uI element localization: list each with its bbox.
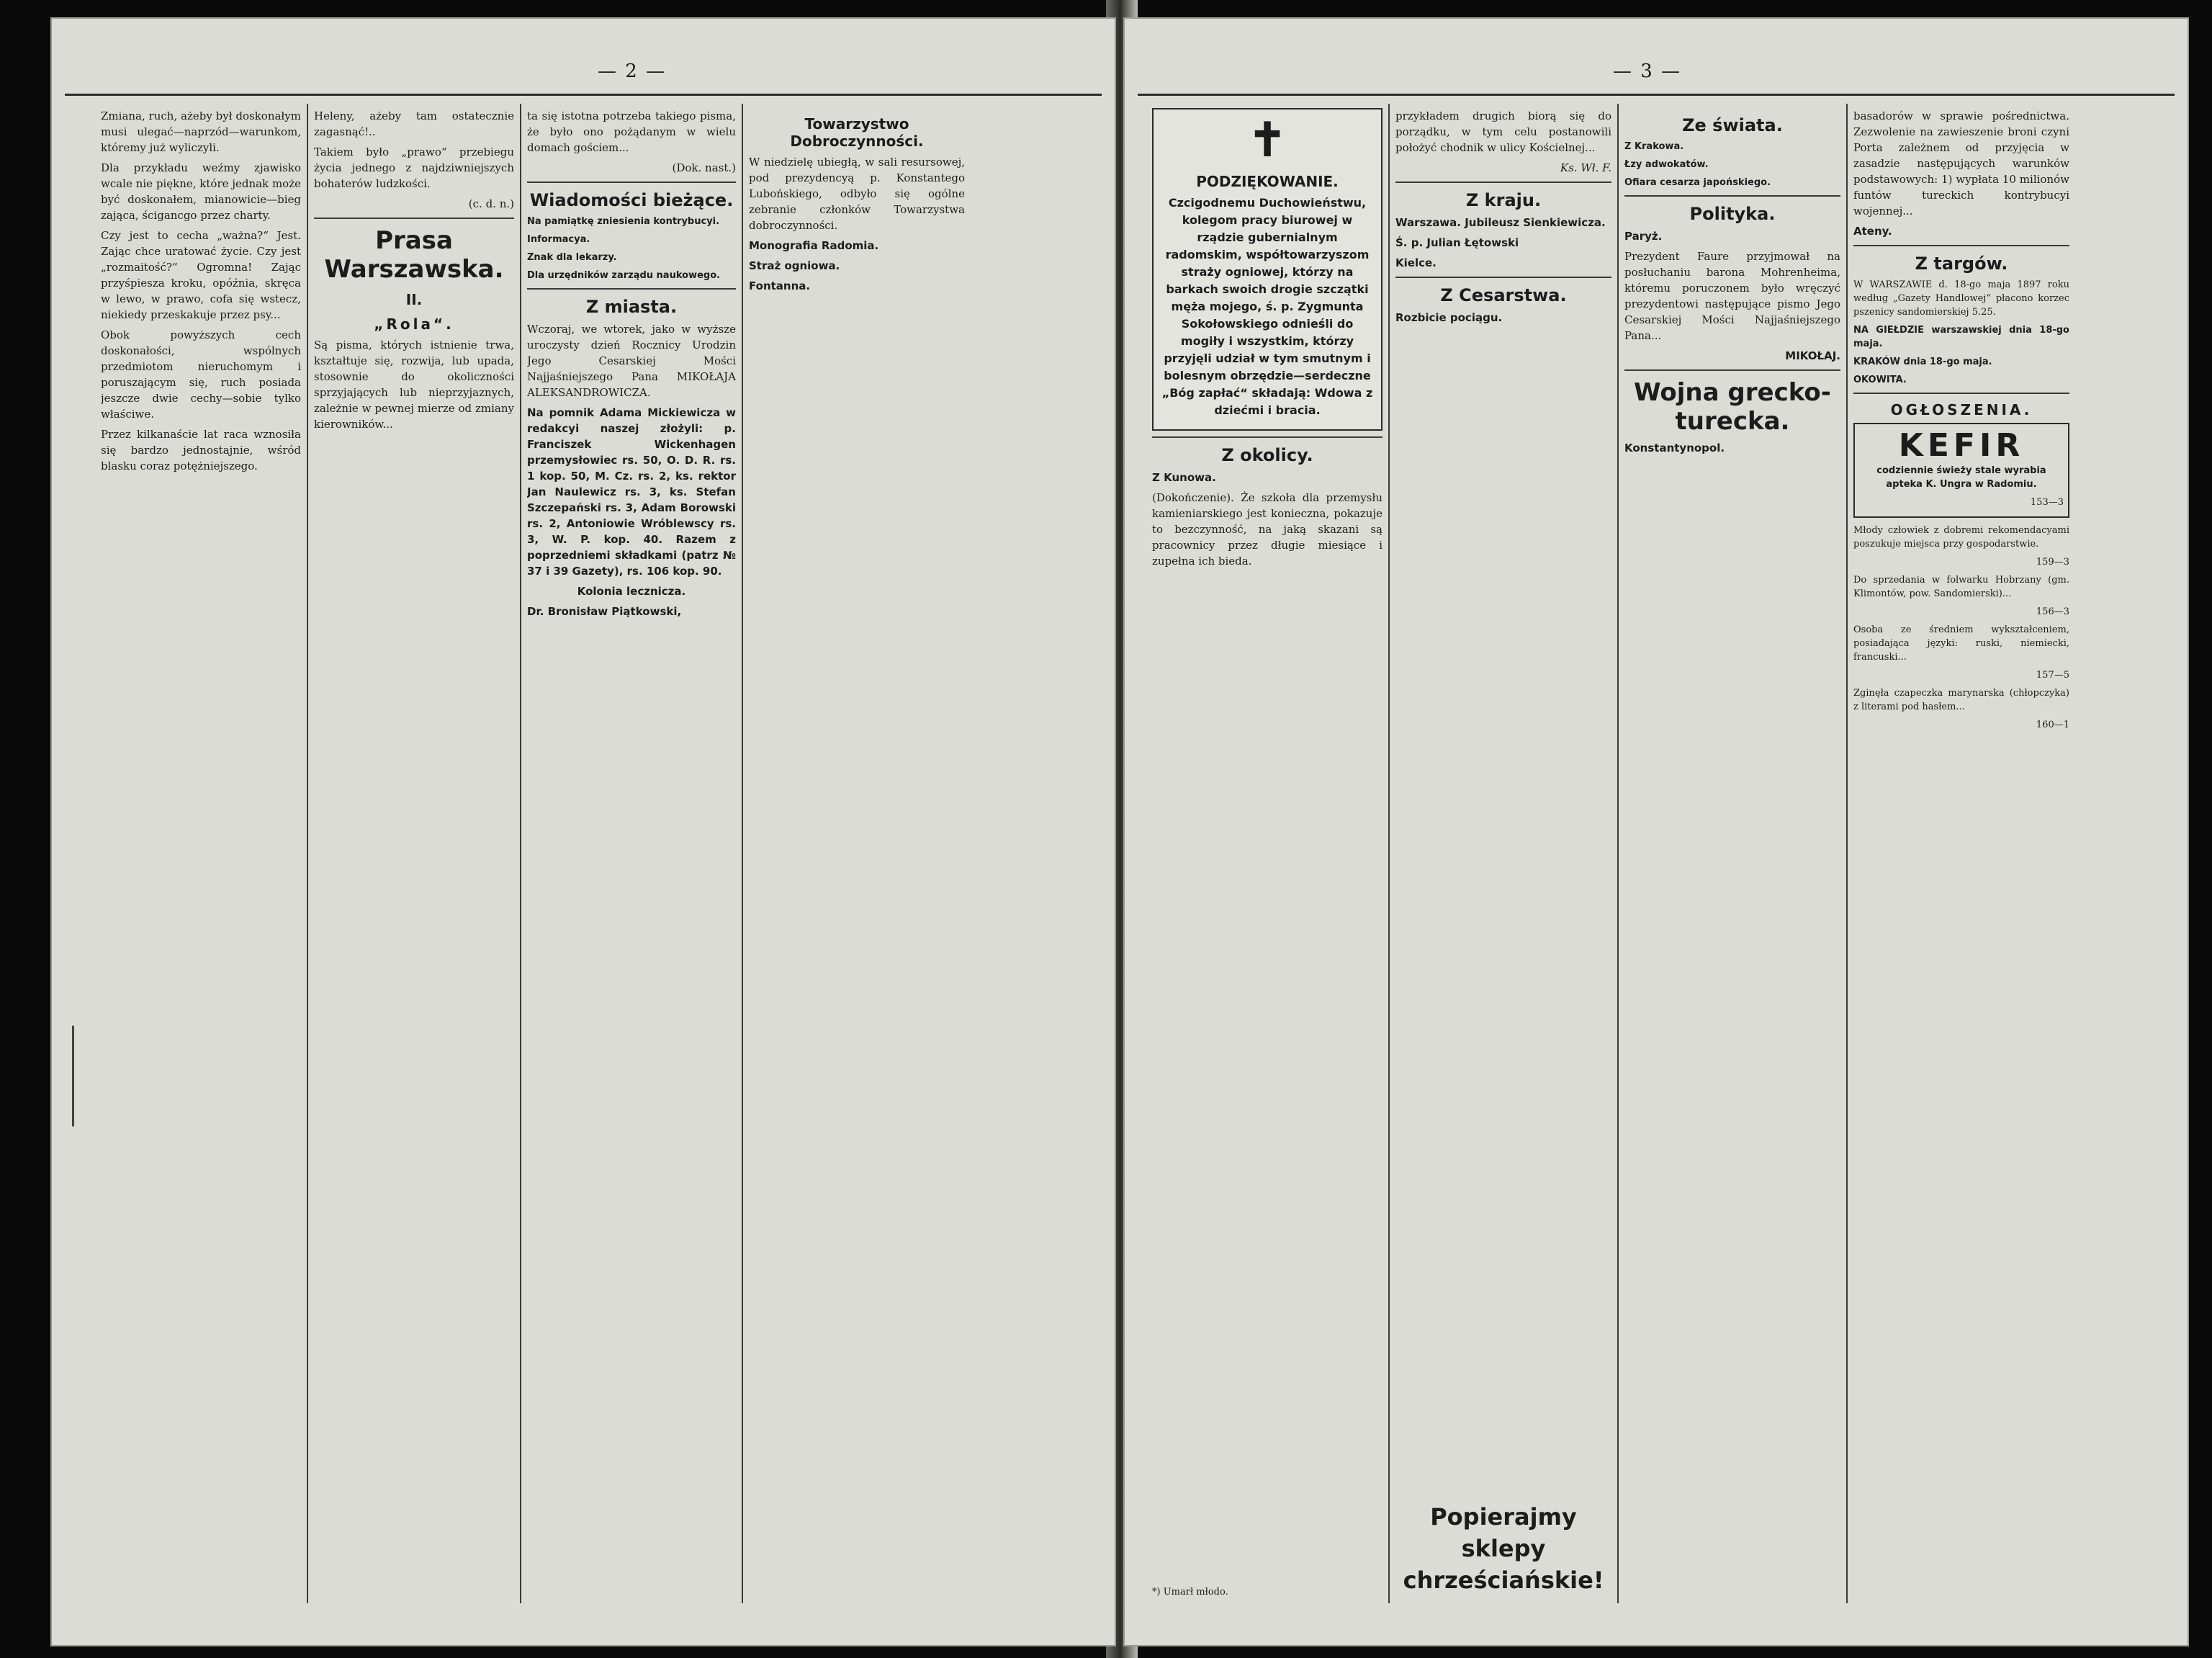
- news-item-lead: Ofiara cesarza japońskiego.: [1624, 177, 1771, 188]
- advert-text: Zginęła czapeczka marynarska (chłopczyka) z literami pod hasłem...: [1853, 688, 2069, 712]
- paragraph: Czy jest to cecha „ważna?“ Jest. Zając chce uratować życie. Czy jest „rozmaitość?“ Ogromna! Zając przyśpiesza kroku, opóźnia, skręca w lewo, w prawo, cofa się wstecz, niekiedy przeskakuje przez psy...: [101, 229, 301, 321]
- kefir-advert-title: KEFIR: [1898, 427, 2025, 464]
- advert-number: 156—3: [2036, 606, 2069, 617]
- market-lead: KRAKÓW dnia 18-go maja.: [1853, 357, 1992, 367]
- column-2: [1395, 108, 1611, 1603]
- paragraph: basadorów w sprawie pośrednictwa. Zezwolenie na zawieszenie broni czyni Porta zależnem od przyjęcia w zasadzie następujących warunków podstawowych: 1) wypłata 10 milionów funtów tureckich kontrybucyi wojennej...: [1853, 109, 2069, 218]
- paragraph: Dla przykładu weźmy zjawisko wcale nie piękne, które jednak może być doskonałem, mianowicie—bieg zająca, ścigancgo przez charty.: [101, 161, 301, 222]
- separator: [527, 182, 736, 183]
- section-subtitle: „Rola“.: [374, 315, 454, 333]
- column-3: [1624, 108, 1840, 1603]
- advert-banner: Popierajmy sklepy chrześciańskie!: [1403, 1503, 1604, 1594]
- continuation-note: (c. d. n.): [468, 197, 514, 210]
- section-title: Wiadomości bieżące.: [529, 190, 734, 210]
- separator: [1624, 195, 1840, 197]
- section-title: Z Cesarstwa.: [1440, 285, 1567, 305]
- paragraph: W niedzielę ubiegłą, w sali resursowej, pod prezydencyą p. Konstantego Lubońskiego, odbyło się ogólne zebranie członków Towarzystwa dobroczynności.: [749, 156, 965, 232]
- obituary-lead: Ś. p. Julian Łętowski: [1395, 236, 1519, 249]
- notice-title: PODZIĘKOWANIE.: [1196, 173, 1339, 190]
- obituary-notice: [1152, 108, 1382, 431]
- paragraph: Wczoraj, we wtorek, jako w wyższe uroczysty dzień Rocznicy Urodzin Jego Cesarskiej Mości Najjaśniejszego Pana MIKOŁAJA ALEKSANDROWICZA.: [527, 323, 736, 399]
- advert-box: [1853, 423, 2069, 518]
- column-rule: [1617, 104, 1619, 1603]
- news-item-lead: Ateny.: [1853, 225, 1892, 238]
- separator: [314, 218, 514, 219]
- column-4: [749, 108, 965, 1603]
- paragraph: Zmiana, ruch, ażeby był doskonałym musi ulegać—naprzód—warunkom, któremy już wyliczyli.: [101, 109, 301, 154]
- news-item-lead: Na pamiątkę zniesienia kontrybucyi.: [527, 216, 720, 227]
- footnote: *) Umarł młodo.: [1152, 1587, 1228, 1597]
- separator: [527, 288, 736, 290]
- news-item-lead: Fontanna.: [749, 279, 811, 292]
- section-title: Z targów.: [1915, 254, 2008, 274]
- news-item-lead: Straż ogniowa.: [749, 259, 840, 272]
- column-4: [1853, 108, 2069, 1603]
- paragraph: ta się istotna potrzeba takiego pisma, że było ono pożądanym w wielu domach gościem...: [527, 109, 736, 154]
- paragraph: (Dokończenie). Że szkoła dla przemysłu kamieniarskiego jest konieczna, pokazuje to bezczynność, na jaką skazani są pracownicy przez długie miesiące i zupełna ich bieda.: [1152, 491, 1382, 568]
- cross-icon: ✝: [1248, 113, 1287, 167]
- news-item-lead: Konstantynopol.: [1624, 442, 1725, 454]
- section-title: Polityka.: [1689, 204, 1776, 224]
- notice-body: Czcigodnemu Duchowieństwu, kolegom pracy biurowej w rządzie gubernialnym radomskim, współtowarzyszom straży ogniowej, którzy na barkach swoich drogie szczątki męża mojego, ś. p. Zygmunta Sokołowskiego odnieśli do mogiły i wszystkim, którzy przyjęli udział w tym smutnym i bolesnym obrzędzie—serdeczne „Bóg zapłać“ składają: Wdowa z dziećmi i bracia.: [1161, 196, 1373, 417]
- news-item-lead: Warszawa. Jubileusz Sienkiewicza.: [1395, 216, 1606, 229]
- advert-text: Młody człowiek z dobremi rekomendacyami poszukuje miejsca przy gospodarstwie.: [1853, 525, 2069, 550]
- paragraph: Obok powyższych cech doskonałości, wspólnych przedmiotom nieruchomym i poruszającym się, ruch posiada jeszcze dwie cechy—sobie tylko właściwe.: [101, 328, 301, 421]
- column-1: [1152, 108, 1382, 1603]
- column-1: [101, 108, 301, 1603]
- column-2: [314, 108, 514, 1603]
- news-item-lead: Kolonia leczniczа.: [577, 585, 686, 598]
- section-title: OGŁOSZENIA.: [1890, 401, 2033, 418]
- column-rule: [1388, 104, 1390, 1603]
- separator: [1624, 369, 1840, 371]
- advert-number: 160—1: [2036, 720, 2069, 730]
- section-title: Ze świata.: [1682, 115, 1783, 135]
- news-item-lead: Kielce.: [1395, 256, 1437, 269]
- separator: [1853, 393, 2069, 394]
- market-report: W WARSZAWIE d. 18-go maja 1897 roku według „Gazety Handlowej“ płacono korzec pszenicy sandomierskiej 5.25.: [1853, 279, 2069, 318]
- paragraph: Prezydent Faure przyjmował na posłuchaniu barona Mohrenheima, któremu poruczonem było wręczyć prezydentowi następujące pismo Jego Cesarskiej Mości Najjaśniejszego Pana...: [1624, 250, 1840, 342]
- section-title: Towarzystwo Dobroczynności.: [790, 115, 924, 150]
- advert-text: codziennie świeży stale wyrabia apteka K. Ungra w Radomiu.: [1876, 465, 2046, 490]
- news-item-lead: Z Kunowa.: [1152, 471, 1216, 484]
- separator: [1152, 436, 1382, 438]
- section-title: Z miasta.: [585, 297, 678, 317]
- advert-number: 159—3: [2036, 557, 2069, 568]
- market-lead: OKOWITA.: [1853, 375, 1907, 385]
- paragraph: Takiem było „prawo“ przebiegu życia jednego z najdziwniejszych bohaterów ludzkości.: [314, 145, 514, 190]
- paragraph: Heleny, ażeby tam ostatecznie zagasnąć!..: [314, 109, 514, 138]
- news-item-lead: Monografia Radomia.: [749, 239, 879, 252]
- paragraph: Przez kilkanaście lat raca wznosiła się bardzo jednostajnie, wśród blasku coraz potężniejszego.: [101, 428, 301, 472]
- column-rule: [307, 104, 308, 1603]
- news-item-lead: Dla urzędników zarządu naukowego.: [527, 270, 721, 281]
- section-title: Z okolicy.: [1221, 445, 1313, 465]
- paragraph: Są pisma, których istnienie trwa, kształtuje się, rozwija, lub upada, stosownie do okoliczności sprzyjających lub nieprzyjaznych, zależnie w pewnej mierze od zmiany kierowników...: [314, 339, 514, 431]
- section-title: Z kraju.: [1465, 190, 1542, 210]
- separator: [1853, 245, 2069, 246]
- news-item-lead: Znak dla lekarzy.: [527, 252, 617, 263]
- section-number: II.: [405, 291, 423, 308]
- market-lead: NA GIEŁDZIE warszawskiej dnia 18-go maja.: [1853, 325, 2069, 349]
- signature: MIKOŁAJ.: [1785, 349, 1840, 362]
- page-number: — 3 —: [1613, 61, 1682, 82]
- continuation-note: (Dok. nast.): [672, 161, 736, 174]
- header-rule: [1138, 94, 2175, 96]
- news-item-lead: Rozbicie pociągu.: [1395, 311, 1503, 324]
- column-rule: [742, 104, 743, 1603]
- signature: Ks. Wł. F.: [1560, 161, 1611, 174]
- section-title: Wojna grecko-turecka.: [1634, 378, 1831, 436]
- margin-mark: [72, 1026, 87, 1126]
- advert-text: Osoba ze średniem wykształceniem, posiadająca języki: ruski, niemiecki, francuski...: [1853, 624, 2069, 663]
- separator: [1395, 182, 1611, 183]
- section-title: Prasa Warszawska.: [324, 226, 504, 284]
- donation-list: Na pomnik Adama Mickiewicza w redakcyi naszej złożyli: p. Franciszek Wickenhagen przemysłowiec rs. 50, O. D. R. rs. 1 kop. 50, M. Cz. rs. 2, ks. rektor Jan Naulewicz rs. 3, ks. Stefan Szczepański rs. 3, Adam Borowski rs. 2, Antoniowie Wróblewscy rs. 3, W. P. kop. 40. Razem z poprzedniemi składkami (patrz № 37 i 39 Gazety), rs. 106 kop. 90.: [527, 406, 736, 578]
- column-rule: [520, 104, 521, 1603]
- column-rule: [1846, 104, 1848, 1603]
- column-3: [527, 108, 736, 1603]
- newspaper-page-left: [50, 17, 1116, 1646]
- advert-number: 157—5: [2036, 670, 2069, 681]
- news-item-lead: Łzy adwokatów.: [1624, 159, 1709, 170]
- news-item-lead: Dr. Bronisław Piątkowski,: [527, 605, 682, 618]
- paragraph: przykładem drugich biorą się do porządku, w tym celu postanowili położyć chodnik w ulicy Kościelnej...: [1395, 109, 1611, 154]
- news-item-lead: Z Krakowa.: [1624, 141, 1684, 152]
- header-rule: [65, 94, 1102, 96]
- advert-text: Do sprzedania w folwarku Hobrzany (gm. Klimontów, pow. Sandomierski)...: [1853, 575, 2069, 599]
- news-item-lead: Paryż.: [1624, 230, 1663, 243]
- advert-number: 153—3: [2030, 497, 2064, 508]
- newspaper-page-right: [1123, 17, 2189, 1646]
- page-number: — 2 —: [598, 61, 667, 82]
- news-item-lead: Informacya.: [527, 234, 590, 245]
- separator: [1395, 277, 1611, 278]
